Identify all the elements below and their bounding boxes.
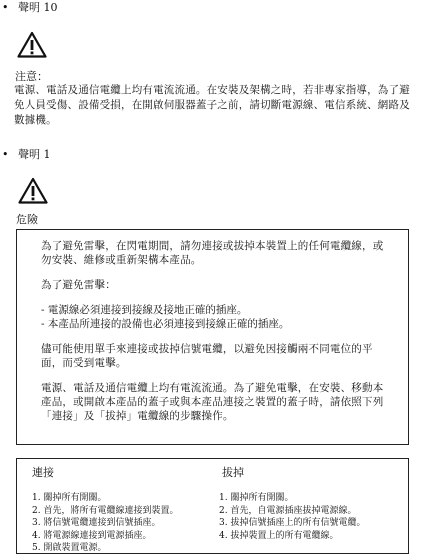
list-item: 2. 首先，將所有電纜線連接到裝置。	[32, 505, 179, 516]
disconnect-steps	[219, 492, 365, 542]
danger-label: 危險	[16, 213, 38, 226]
list-item: 1. 關掉所有開關。	[219, 493, 294, 503]
statement-10-heading	[2, 1, 58, 14]
connect-steps	[32, 492, 178, 555]
list-item: 5. 開啟裝置電源。	[32, 543, 107, 553]
caution-warning-icon	[17, 31, 47, 58]
list-item: 3. 將信號電纜連接到信號插座。	[32, 518, 161, 528]
list-item: - 電源線必須連接到接線及接地正確的插座。	[41, 304, 248, 316]
bullet: •	[2, 148, 9, 161]
list-item: 2. 首先，自電源插座拔掉電源線。	[219, 505, 357, 516]
danger-paragraph-3: 儘可能使用單手來連接或拔掉信號電纜，以避免因接觸兩不同電位的平面，而受到電擊。	[41, 343, 373, 369]
danger-list	[41, 303, 386, 331]
caution-text: 電源、電話及通信電纜上均有電流流通。在安裝及架構之時，若非專家指導，為了避免人員受傷、設備受損，在開啟伺服器蓋子之前，請切斷電源線、電信系統、網路及數據機。	[14, 84, 410, 126]
statement-1-title: 聲明 1	[18, 148, 51, 161]
danger-paragraph-2: 為了避免雷擊：	[41, 279, 116, 291]
list-item: 4. 拔掉裝置上的所有電纜線。	[219, 530, 339, 541]
caution-label: 注意：	[15, 70, 48, 83]
connect-disconnect-table	[16, 458, 409, 554]
connect-title: 連接	[32, 466, 54, 479]
danger-paragraph-1: 為了避免雷擊，在閃電期間，請勿連接或拔掉本裝置上的任何電纜線，或勿安裝、維修或重新架構本產品。	[41, 240, 384, 266]
disconnect-title: 拔掉	[222, 466, 244, 479]
list-item: 4. 將電源線連接到電源插座。	[32, 530, 152, 541]
bullet: •	[2, 1, 9, 14]
statement-10-title: 聲明 10	[18, 1, 58, 14]
statement-1-heading	[2, 148, 51, 161]
danger-paragraph-4: 電源、電話及通信電纜上均有電流流通。為了避免電擊，在安裝、移動本產品，或開啟本產品的蓋子或與本產品連接之裝置的蓋子時，請依照下列「連接」及「拔掉」電纜線的步驟操作。	[41, 382, 384, 422]
list-item: - 本產品所連接的設備也必須連接到接線正確的插座。	[41, 318, 290, 330]
list-item: 1. 關掉所有開關。	[32, 493, 107, 503]
list-item: 3. 拔掉信號插座上的所有信號電纜。	[219, 518, 366, 528]
danger-warning-icon	[18, 177, 48, 204]
danger-box	[16, 229, 409, 445]
